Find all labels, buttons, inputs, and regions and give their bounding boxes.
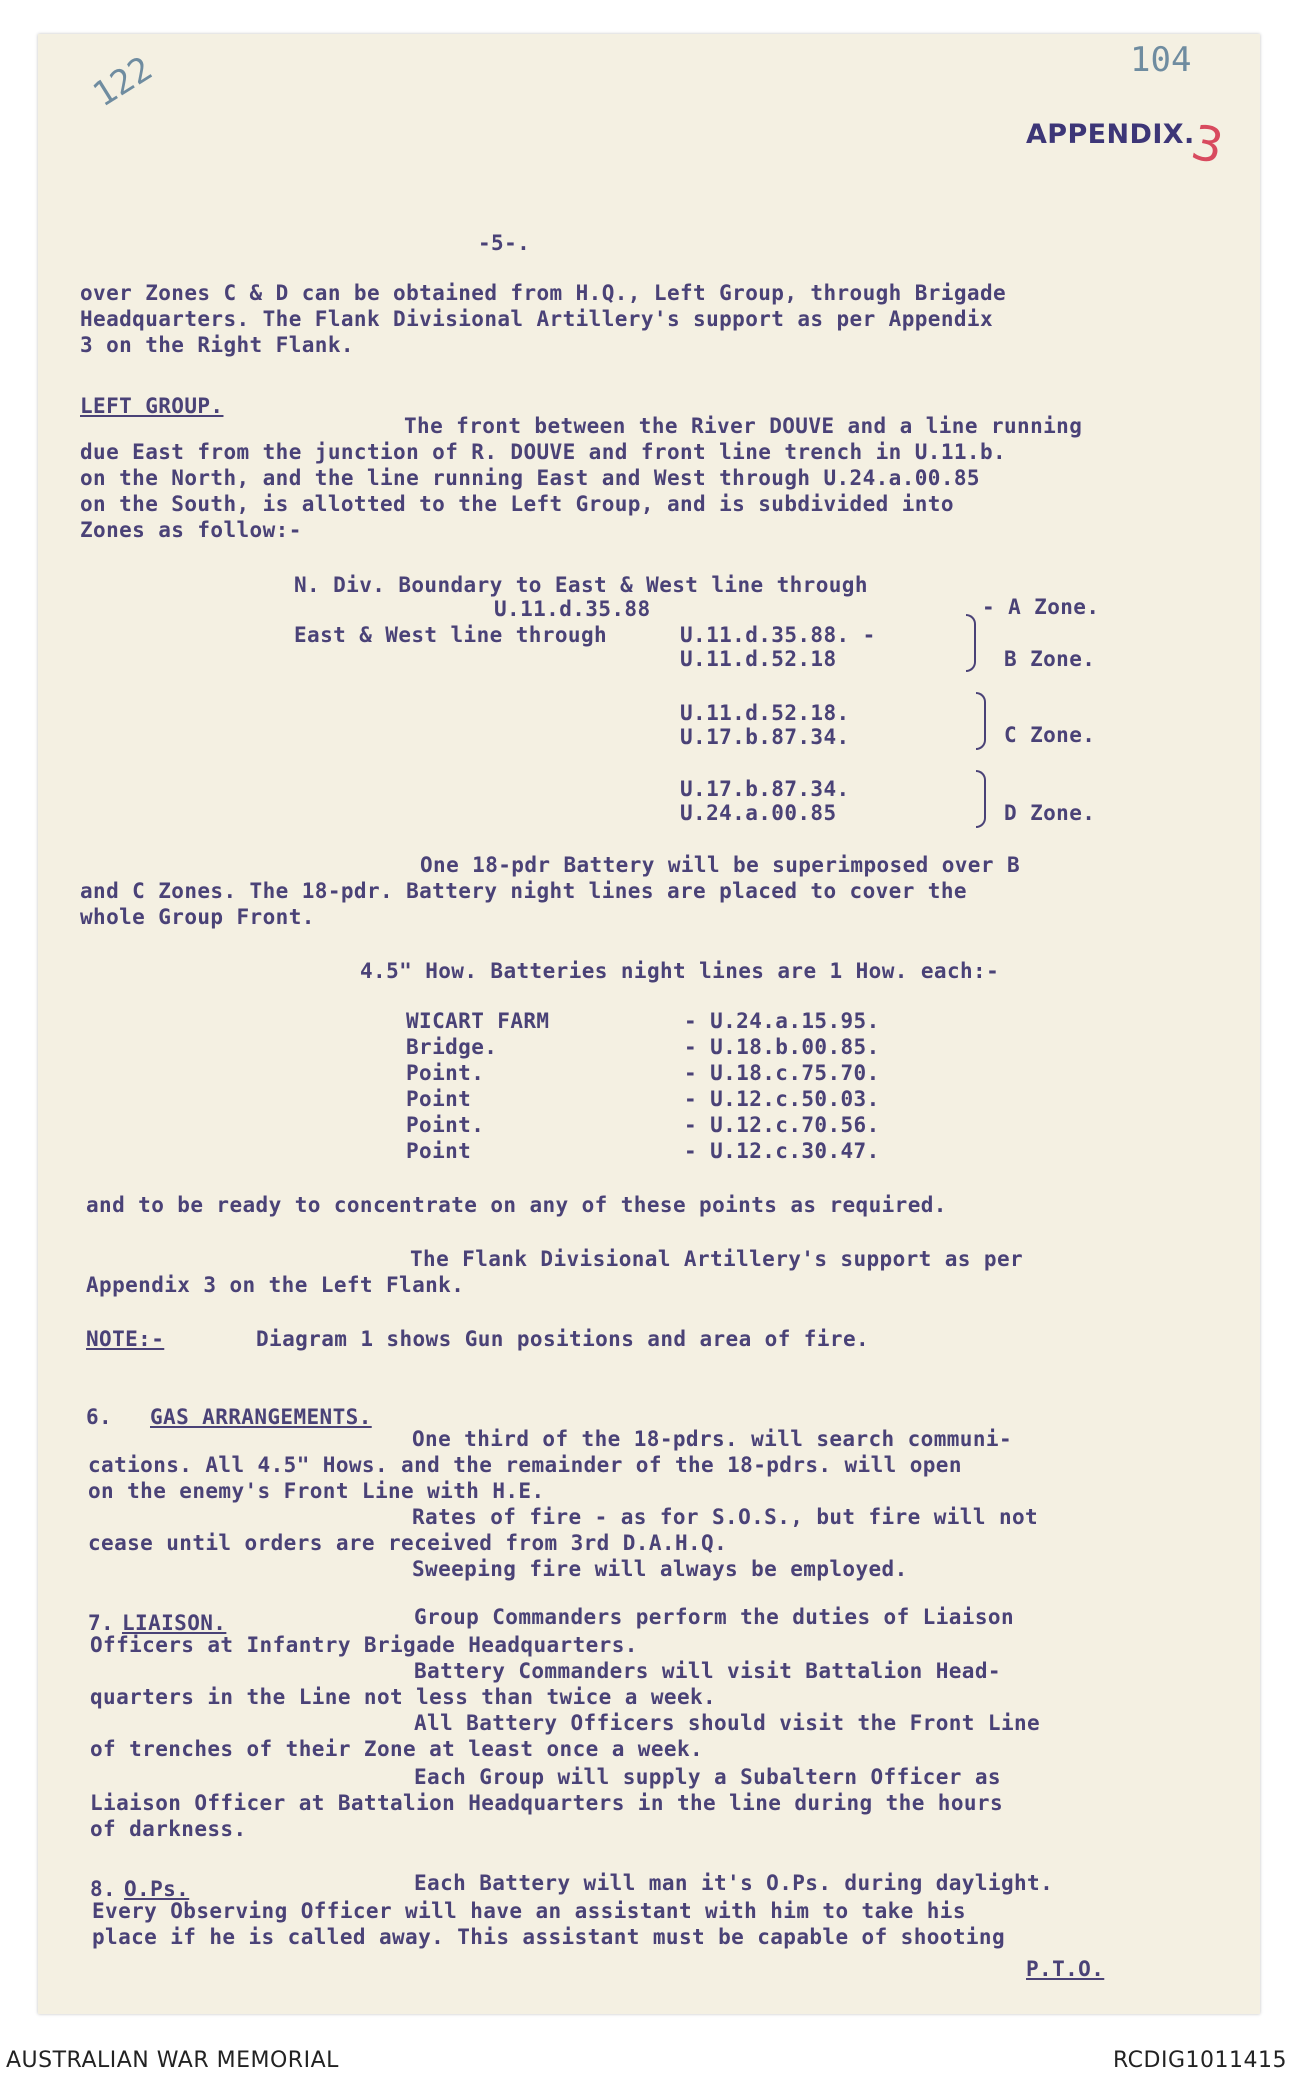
ops-line: Every Observing Officer will have an assistant with him to take his [92,1899,966,1923]
battery-line: and C Zones. The 18-pdr. Battery night lines are placed to cover the [80,879,967,903]
liaison-heading: LIAISON. [122,1611,227,1635]
zone-c-brace [976,692,986,750]
note-text: Diagram 1 shows Gun positions and area of fire. [256,1327,870,1351]
pto-mark: P.T.O. [1026,1957,1105,1981]
point-ref: - U.18.c.75.70. [684,1061,880,1085]
liaison-line: quarters in the Line not less than twice a week. [90,1685,717,1709]
footer-institution: AUSTRALIAN WAR MEMORIAL [6,2048,339,2073]
point-name: Bridge. [406,1035,498,1059]
point-ref: - U.12.c.50.03. [684,1087,880,1111]
zone-d-brace [976,770,986,828]
gas-line: on the enemy's Front Line with H.E. [88,1479,545,1503]
left-group-line: due East from the junction of R. DOUVE and front line trench in U.11.b. [80,440,1007,464]
left-group-line: on the South, is allotted to the Left Group, and is subdivided into [80,492,954,516]
gas-number: 6. [86,1405,113,1429]
point-ref: - U.12.c.30.47. [684,1139,880,1163]
gas-line: cease until orders are received from 3rd D.A.H.Q. [88,1531,728,1555]
zone-a-label: - A Zone. [982,595,1100,619]
zone-c-ref-to: U.17.b.87.34. [680,725,850,749]
battery-line: One 18-pdr Battery will be superimposed over B [420,853,1020,877]
ops-first: Each Battery will man it's O.Ps. during daylight. [414,1871,1054,1895]
folio-stamp-right: 104 [1130,40,1192,80]
left-group-heading: LEFT GROUP. [80,394,224,418]
point-ref: - U.12.c.70.56. [684,1113,880,1137]
gas-line: One third of the 18-pdrs. will search communi- [412,1427,1012,1451]
point-name: Point. [406,1113,485,1137]
gas-line: Rates of fire - as for S.O.S., but fire will not [412,1505,1039,1529]
concentrate-line: and to be ready to concentrate on any of these points as required. [86,1193,947,1217]
ops-line: place if he is called away. This assistant must be capable of shooting [92,1925,1006,1949]
liaison-line: of darkness. [90,1817,247,1841]
point-name: Point [406,1087,472,1111]
footer-item-id: RCDIG1011415 [1112,2048,1287,2073]
zone-a-ref: U.11.d.35.88 [494,597,651,621]
note-label: NOTE:- [86,1327,165,1351]
folio-stamp-left: 122 [86,48,160,116]
appendix-number: 3 [1186,114,1229,176]
gas-heading: GAS ARRANGEMENTS. [150,1405,372,1429]
intro-line: 3 on the Right Flank. [80,333,354,357]
zone-b-from: East & West line through [294,623,608,647]
zone-a-from: N. Div. Boundary to East & West line through [294,573,868,597]
liaison-line: of trenches of their Zone at least once a week. [90,1737,704,1761]
intro-line: Headquarters. The Flank Divisional Artillery's support as per Appendix [80,307,994,331]
zone-c-label: C Zone. [1004,723,1096,747]
point-name: Point [406,1139,472,1163]
flank-line: The Flank Divisional Artillery's support as per [410,1247,1024,1271]
gas-line: Sweeping fire will always be employed. [412,1557,908,1581]
ops-heading: O.Ps. [124,1877,190,1901]
liaison-line: Each Group will supply a Subaltern Officer as [414,1765,1001,1789]
zone-b-ref: U.11.d.35.88. - [680,623,876,647]
point-ref: - U.18.b.00.85. [684,1035,880,1059]
left-group-line: Zones as follow:- [80,518,302,542]
liaison-line: Officers at Infantry Brigade Headquarters. [90,1633,638,1657]
point-name: Point. [406,1061,485,1085]
appendix-label: APPENDIX. [1026,119,1195,150]
zone-c-ref: U.11.d.52.18. [680,701,850,725]
liaison-number: 7. [88,1611,115,1635]
battery-line: whole Group Front. [80,905,315,929]
zone-d-ref-to: U.24.a.00.85 [680,801,837,825]
zone-d-ref: U.17.b.87.34. [680,777,850,801]
zone-b-label: B Zone. [1004,647,1096,671]
left-group-line: The front between the River DOUVE and a line running [404,414,1083,438]
how-intro: 4.5" How. Batteries night lines are 1 How. each:- [360,959,1000,983]
flank-line: Appendix 3 on the Left Flank. [86,1273,465,1297]
point-name: WICART FARM [406,1009,550,1033]
zone-b-brace [966,614,976,672]
liaison-first: Group Commanders perform the duties of Liaison [414,1605,1014,1629]
intro-line: over Zones C & D can be obtained from H.Q., Left Group, through Brigade [80,281,1007,305]
point-ref: - U.24.a.15.95. [684,1009,880,1033]
zone-b-ref-to: U.11.d.52.18 [680,647,837,671]
liaison-line: Battery Commanders will visit Battalion Head- [414,1659,1001,1683]
left-group-line: on the North, and the line running East and West through U.24.a.00.85 [80,466,980,490]
liaison-line: Liaison Officer at Battalion Headquarters in the line during the hours [90,1791,1004,1815]
page-number: -5-. [478,231,531,255]
ops-number: 8. [90,1877,117,1901]
gas-line: cations. All 4.5" Hows. and the remainder of the 18-pdrs. will open [88,1453,962,1477]
zone-d-label: D Zone. [1004,801,1096,825]
liaison-line: All Battery Officers should visit the Front Line [414,1711,1041,1735]
